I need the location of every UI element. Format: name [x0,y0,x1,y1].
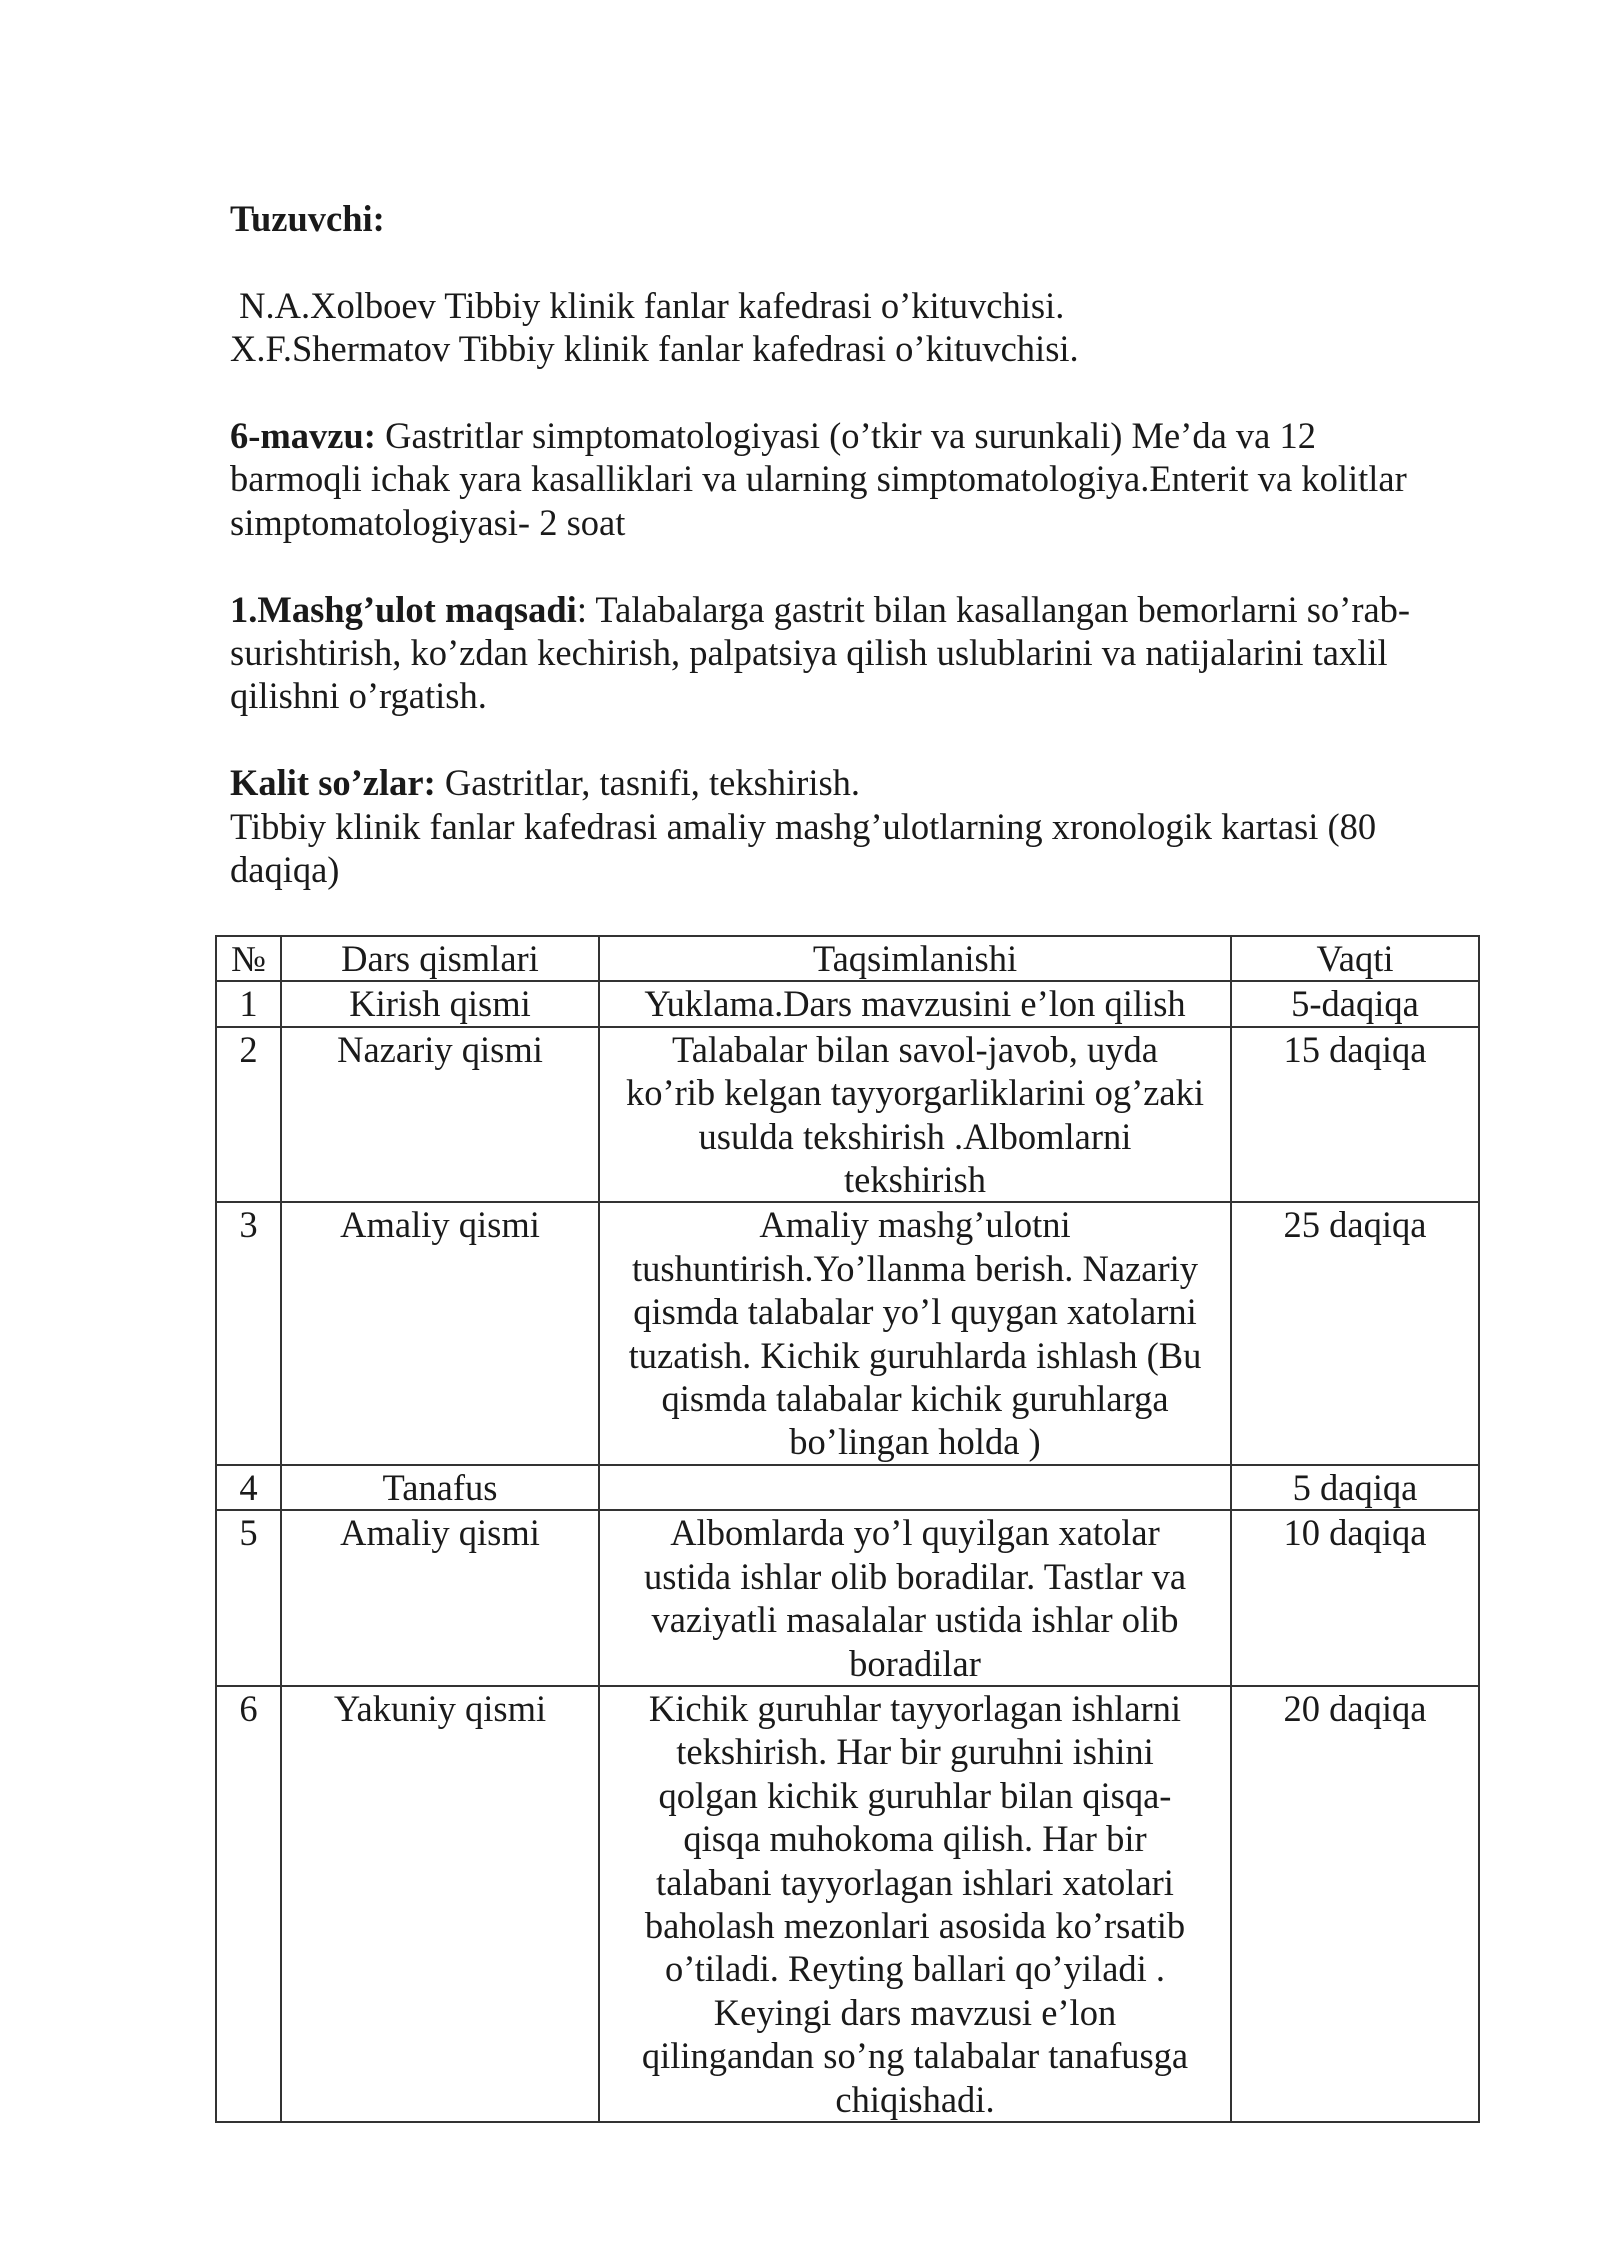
row-distribution [599,1202,1231,1464]
row-time: 5-daqiqa [1231,981,1479,1026]
row-number: 4 [216,1465,281,1510]
header-parts: Dars qismlari [281,936,599,981]
distribution-line: tuzatish. Kichik guruhlarda ishlash (Bu [628,1334,1202,1376]
distribution-line: baholash mezonlari asosida ko’rsatib [644,1904,1186,1946]
distribution-line: Kichik guruhlar tayyorlagan ishlarni [648,1687,1182,1729]
row-time: 25 daqiqa [1231,1202,1479,1464]
distribution-line: tekshirish. Har bir guruhni ishini [676,1731,1154,1773]
table-row [216,981,1479,1026]
keywords-label: Kalit so’zlar: [230,762,436,804]
distribution-line: qismda talabalar kichik guruhlarga [661,1378,1169,1420]
distribution-line: tekshirish [844,1159,986,1201]
topic-paragraph: 6-mavzu: Gastritlar simptomatologiyasi (o’tkir va surunkali) Me’da va 12 barmoqli ichak yara kasalliklari va ularning simptomatologiya.Enterit va kolitlar simptomatologiyasi- 2 soat [230,415,1407,543]
row-part: Nazariy qismi [281,1027,599,1203]
distribution-line: qisqa muhokoma qilish. Har bir [683,1818,1147,1860]
distribution-line: Amaliy mashg’ulotni [759,1204,1071,1246]
row-distribution [599,981,1231,1026]
distribution-line: qilingandan so’ng talabalar tanafusga [641,2035,1189,2077]
schedule-table [215,935,1480,2123]
distribution-line: vaziyatli masalalar ustida ishlar olib [651,1599,1179,1641]
row-part: Kirish qismi [281,981,599,1026]
row-number: 5 [216,1510,281,1686]
distribution-line: Talabalar bilan savol-javob, uyda [672,1028,1158,1070]
goal-label: 1.Mashg’ulot maqsadi [230,588,577,630]
header-number: № [216,936,281,981]
distribution-line: Keyingi dars mavzusi e’lon [713,1991,1117,2033]
distribution-line: tushuntirish.Yo’llanma berish. Nazariy [631,1247,1199,1289]
row-time: 5 daqiqa [1231,1465,1479,1510]
row-time: 15 daqiqa [1231,1027,1479,1203]
author-line: N.A.Xolboev Tibbiy klinik fanlar kafedrasi o’kituvchisi. [230,284,1065,326]
row-number: 2 [216,1027,281,1203]
row-distribution [599,1027,1231,1203]
table-body [216,981,1479,2122]
table-row [216,1686,1479,2122]
distribution-line: qismda talabalar yo’l quygan xatolarni [633,1291,1197,1333]
distribution-line: chiqishadi. [835,2078,995,2120]
distribution-line: qolgan kichik guruhlar bilan qisqa- [658,1774,1172,1816]
row-time: 10 daqiqa [1231,1510,1479,1686]
row-time: 20 daqiqa [1231,1686,1479,2122]
row-distribution [599,1686,1231,2122]
distribution-line: talabani tayyorlagan ishlari xatolari [656,1861,1174,1903]
distribution-line: bo’lingan holda ) [789,1421,1041,1463]
table-row [216,1027,1479,1203]
author-line: X.F.Shermatov Tibbiy klinik fanlar kafedrasi o’kituvchisi. [230,328,1079,370]
distribution-line: ustida ishlar olib boradilar. Tastlar va [643,1555,1187,1597]
row-distribution [599,1510,1231,1686]
row-number: 3 [216,1202,281,1464]
header-distribution: Taqsimlanishi [599,936,1231,981]
distribution-line: Albomlarda yo’l quyilgan xatolar [670,1512,1160,1554]
row-part: Tanafus [281,1465,599,1510]
header-time: Vaqti [1231,936,1479,981]
keywords-line: Kalit so’zlar: Gastritlar, tasnifi, tekshirish. [230,762,861,804]
topic-label: 6-mavzu: [230,415,376,456]
chronology-title-cont: daqiqa) [230,849,340,891]
chronology-title: Tibbiy klinik fanlar kafedrasi amaliy mashg’ulotlarning xronologik kartasi (80 [230,805,1377,847]
goal-paragraph: 1.Mashg’ulot maqsadi: Talabalarga gastrit bilan kasallangan bemorlarni so’rab- surishtirish, ko’zdan kechirish, palpatsiya qilish uslublarini va natijalarini taxlil qilishni o’rgatish. [230,588,1411,717]
distribution-line: boradilar [849,1642,981,1684]
table-row [216,1202,1479,1464]
table-row [216,1510,1479,1686]
distribution-line: ko’rib kelgan tayyorgarliklarini og’zaki [625,1072,1205,1114]
table-header-row [216,936,1479,981]
distribution-line: Yuklama.Dars mavzusini e’lon qilish [644,983,1186,1025]
row-part: Yakuniy qismi [281,1686,599,2122]
distribution-line: o’tiladi. Reyting ballari qo’yiladi . [664,1948,1166,1990]
row-part: Amaliy qismi [281,1510,599,1686]
row-part: Amaliy qismi [281,1202,599,1464]
row-distribution [599,1465,1231,1510]
document-page [230,197,1480,891]
row-number: 1 [216,981,281,1026]
compiler-heading: Tuzuvchi: [230,198,385,239]
distribution-line: usulda tekshirish .Albomlarni [698,1115,1132,1157]
row-number: 6 [216,1686,281,2122]
table-row [216,1465,1479,1510]
